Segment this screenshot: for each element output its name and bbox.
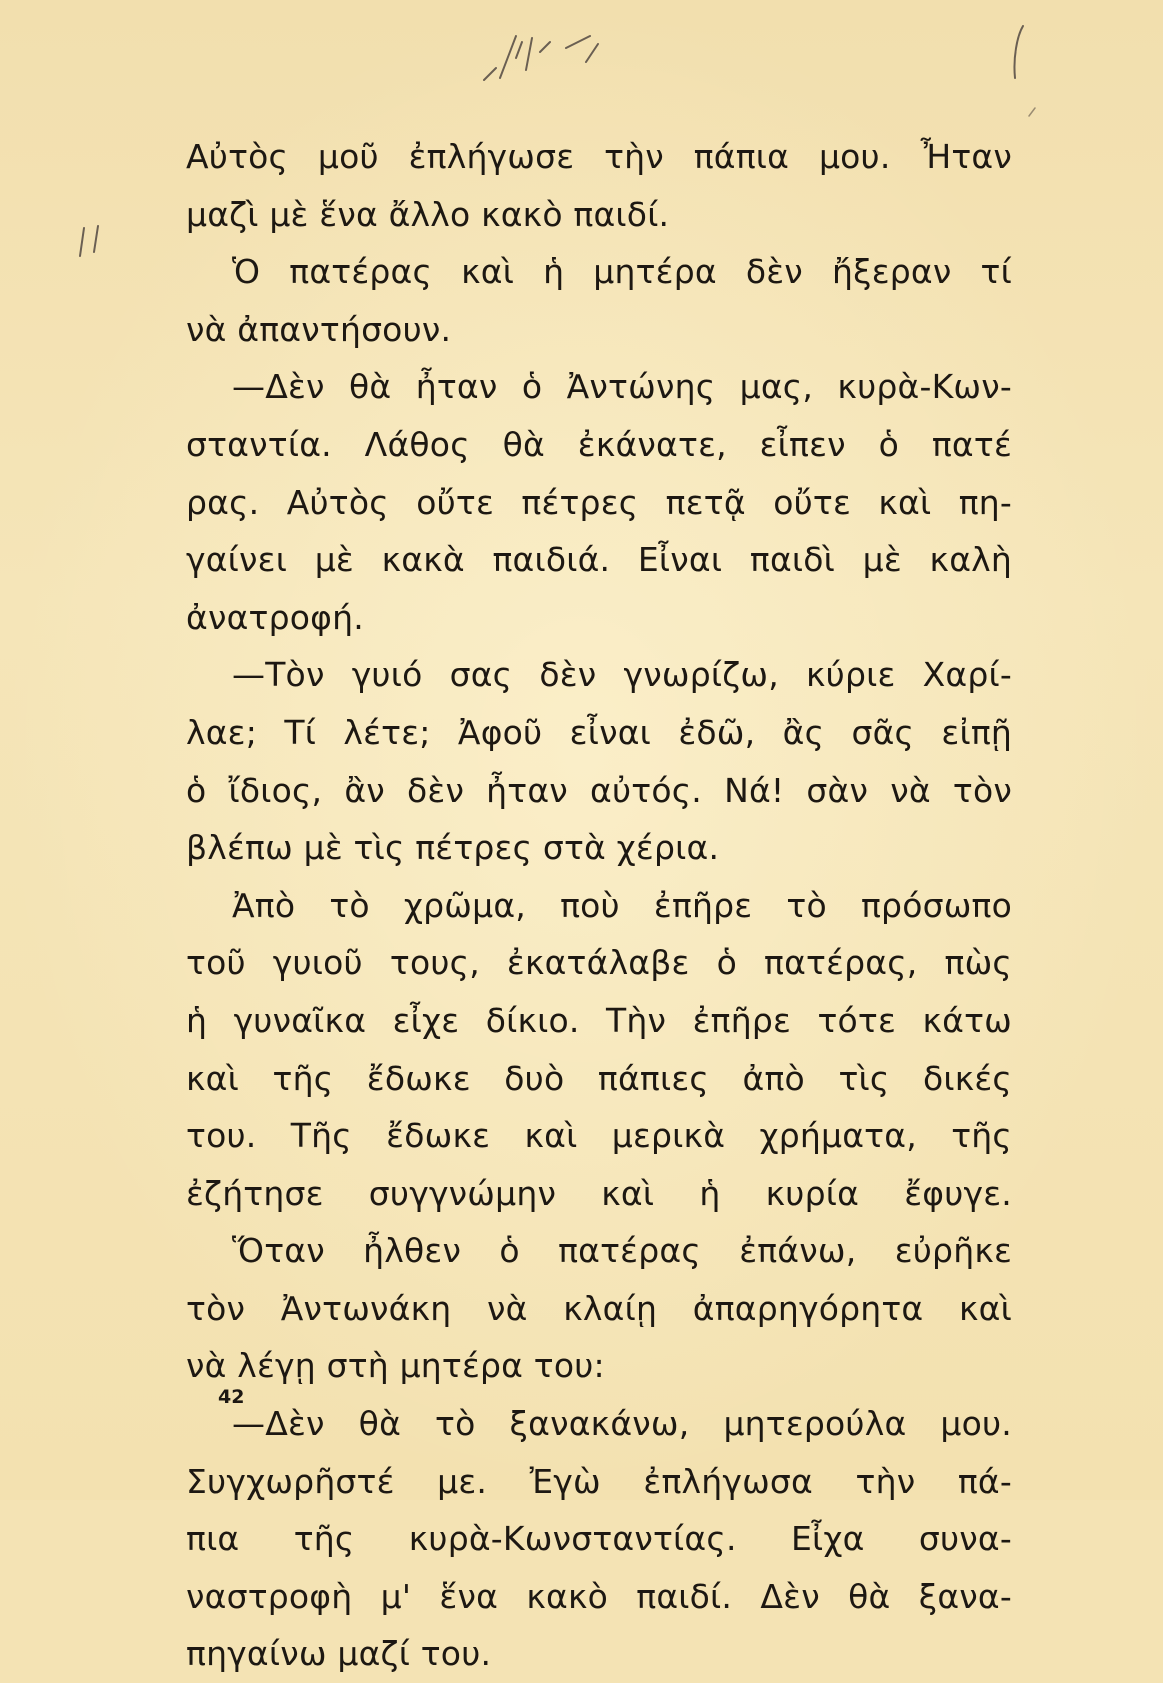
- handwritten-scribble: [470, 18, 630, 88]
- text-line: γαίνει μὲ κακὰ παιδιά. Εἶναι παιδὶ μὲ καλὴ: [186, 540, 1012, 580]
- text-line: Ὅταν ἦλθεν ὁ πατέρας ἐπάνω, εὐρῆκε: [232, 1231, 1012, 1271]
- margin-pencil-mark: [74, 222, 114, 262]
- page-number: 42: [218, 1386, 245, 1408]
- body-text: [186, 128, 1012, 1683]
- text-line: νὰ ἀπαντήσουν.: [186, 309, 452, 349]
- text-line: ἐζήτησε συγγνώμην καὶ ἡ κυρία ἔφυγε.: [186, 1173, 1012, 1213]
- text-line: —Δὲν θὰ τὸ ξανακάνω, μητερούλα μου.: [232, 1404, 1012, 1444]
- text-line: του. Τῆς ἔδωκε καὶ μερικὰ χρήματα, τῆς: [186, 1116, 1012, 1156]
- text-line: Συγχωρῆστέ με. Ἐγὼ ἐπλήγωσα τὴν πά-: [186, 1461, 1012, 1501]
- text-line: —Τὸν γυιό σας δὲν γνωρίζω, κύριε Χαρί-: [232, 655, 1012, 695]
- text-line: σταντία. Λάθος θὰ ἐκάνατε, εἶπεν ὁ πατέ: [186, 424, 1012, 464]
- text-line: Ὁ πατέρας καὶ ἡ μητέρα δὲν ἤξεραν τί: [232, 252, 1012, 292]
- text-line: ἀνατροφή.: [186, 597, 364, 637]
- text-line: ἡ γυναῖκα εἶχε δίκιο. Τὴν ἐπῆρε τότε κάτω: [186, 1000, 1012, 1040]
- text-line: πια τῆς κυρὰ-Κωνσταντίας. Εἶχα συνα-: [186, 1519, 1012, 1559]
- text-line: νὰ λέγῃ στὴ μητέρα του:: [186, 1346, 605, 1386]
- pencil-edge-mark: [995, 18, 1045, 118]
- text-line: ρας. Αὐτὸς οὔτε πέτρες πετᾷ οὔτε καὶ πη-: [186, 482, 1012, 522]
- text-line: τοῦ γυιοῦ τους, ἐκατάλαβε ὁ πατέρας, πὼς: [186, 943, 1012, 983]
- text-line: Ἀπὸ τὸ χρῶμα, ποὺ ἐπῆρε τὸ πρόσωπο: [232, 885, 1012, 925]
- text-line: Αὐτὸς μοῦ ἐπλήγωσε τὴν πάπια μου. Ἦταν: [186, 137, 1012, 176]
- text-line: ναστροφὴ μ' ἕνα κακὸ παιδί. Δὲν θὰ ξανα-: [186, 1576, 1012, 1616]
- text-line: —Δὲν θὰ ἦταν ὁ Ἀντώνης μας, κυρὰ-Κων-: [232, 367, 1012, 407]
- text-line: τὸν Ἀντωνάκη νὰ κλαίῃ ἀπαρηγόρητα καὶ: [186, 1288, 1012, 1328]
- text-line: πηγαίνω μαζί του.: [186, 1634, 492, 1674]
- text-line: βλέπω μὲ τὶς πέτρες στὰ χέρια.: [186, 828, 720, 868]
- text-line: καὶ τῆς ἔδωκε δυὸ πάπιες ἀπὸ τὶς δικές: [186, 1058, 1012, 1098]
- text-line: λαε; Τί λέτε; Ἀφοῦ εἶναι ἐδῶ, ἂς σᾶς εἰπῇ: [186, 712, 1012, 752]
- text-line: μαζὶ μὲ ἕνα ἄλλο κακὸ παιδί.: [186, 194, 670, 234]
- text-line: ὁ ἴδιος, ἂν δὲν ἦταν αὐτός. Νά! σὰν νὰ τὸν: [186, 770, 1012, 810]
